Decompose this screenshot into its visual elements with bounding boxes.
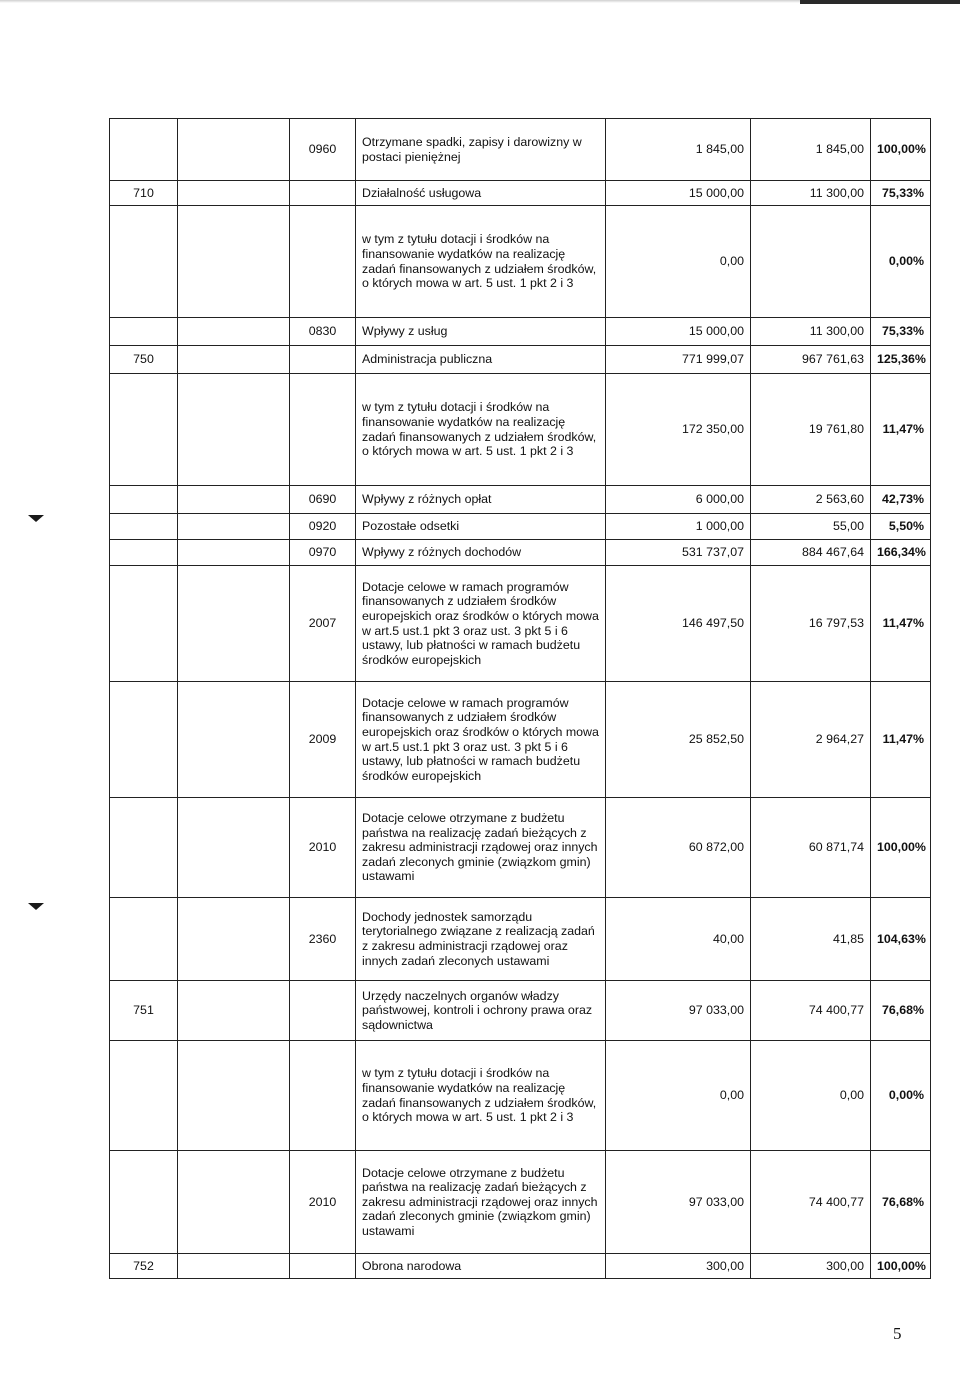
opis-cell: Wpływy z usług bbox=[356, 318, 606, 346]
wykonanie-cell: 74 400,77 bbox=[751, 1151, 871, 1254]
opis-cell: Dotacje celowe otrzymane z budżetu państwa na realizację zadań bieżących z zakresu administracji rządowej oraz innych zadań zleconych gminie (związkom gmin) ustawami bbox=[356, 1151, 606, 1254]
paragraf-cell bbox=[290, 181, 356, 206]
wykonanie-cell: 300,00 bbox=[751, 1254, 871, 1279]
rozdzial-cell bbox=[178, 981, 290, 1041]
wykonanie-cell: 16 797,53 bbox=[751, 566, 871, 682]
table-row bbox=[110, 540, 931, 566]
opis-cell: w tym z tytułu dotacji i środków na finansowanie wydatków na realizację zadań finansowanych z udziałem środków, o których mowa w art. 5 ust. 1 pkt 2 i 3 bbox=[356, 1041, 606, 1151]
table-row bbox=[110, 206, 931, 318]
plan-cell: 1 000,00 bbox=[606, 514, 751, 540]
dzial-cell: 750 bbox=[110, 346, 178, 374]
dzial-cell bbox=[110, 798, 178, 898]
table-row bbox=[110, 898, 931, 981]
plan-cell: 146 497,50 bbox=[606, 566, 751, 682]
procent-cell: 11,47% bbox=[871, 374, 931, 486]
wykonanie-cell: 11 300,00 bbox=[751, 318, 871, 346]
paragraf-cell: 2007 bbox=[290, 566, 356, 682]
paragraf-cell bbox=[290, 206, 356, 318]
table-row bbox=[110, 1041, 931, 1151]
procent-cell: 125,36% bbox=[871, 346, 931, 374]
wykonanie-cell: 41,85 bbox=[751, 898, 871, 981]
rozdzial-cell bbox=[178, 1254, 290, 1279]
rozdzial-cell bbox=[178, 1041, 290, 1151]
dzial-cell bbox=[110, 566, 178, 682]
rozdzial-cell bbox=[178, 1151, 290, 1254]
rozdzial-cell bbox=[178, 181, 290, 206]
scan-mark-icon bbox=[28, 903, 44, 910]
opis-cell: Dochody jednostek samorządu terytorialnego związane z realizacją zadań z zakresu administracji rządowej oraz innych zadań zleconych ustawami bbox=[356, 898, 606, 981]
procent-cell: 5,50% bbox=[871, 514, 931, 540]
rozdzial-cell bbox=[178, 798, 290, 898]
dzial-cell bbox=[110, 540, 178, 566]
table-row bbox=[110, 374, 931, 486]
procent-cell: 100,00% bbox=[871, 1254, 931, 1279]
procent-cell: 76,68% bbox=[871, 1151, 931, 1254]
paragraf-cell bbox=[290, 374, 356, 486]
plan-cell: 60 872,00 bbox=[606, 798, 751, 898]
dzial-cell bbox=[110, 514, 178, 540]
plan-cell: 15 000,00 bbox=[606, 318, 751, 346]
procent-cell: 75,33% bbox=[871, 318, 931, 346]
rozdzial-cell bbox=[178, 486, 290, 514]
plan-cell: 771 999,07 bbox=[606, 346, 751, 374]
table-row bbox=[110, 798, 931, 898]
plan-cell: 6 000,00 bbox=[606, 486, 751, 514]
rozdzial-cell bbox=[178, 318, 290, 346]
table-row bbox=[110, 318, 931, 346]
table-row bbox=[110, 1151, 931, 1254]
rozdzial-cell bbox=[178, 540, 290, 566]
paragraf-cell: 2010 bbox=[290, 798, 356, 898]
plan-cell: 25 852,50 bbox=[606, 682, 751, 798]
opis-cell: Wpływy z różnych opłat bbox=[356, 486, 606, 514]
procent-cell: 0,00% bbox=[871, 206, 931, 318]
plan-cell: 1 845,00 bbox=[606, 119, 751, 181]
dzial-cell: 751 bbox=[110, 981, 178, 1041]
procent-cell: 0,00% bbox=[871, 1041, 931, 1151]
opis-cell: Urzędy naczelnych organów władzy państwowej, kontroli i ochrony prawa oraz sądownictwa bbox=[356, 981, 606, 1041]
procent-cell: 166,34% bbox=[871, 540, 931, 566]
procent-cell: 76,68% bbox=[871, 981, 931, 1041]
procent-cell: 104,63% bbox=[871, 898, 931, 981]
table-row bbox=[110, 981, 931, 1041]
plan-cell: 15 000,00 bbox=[606, 181, 751, 206]
table-row bbox=[110, 346, 931, 374]
plan-cell: 0,00 bbox=[606, 1041, 751, 1151]
plan-cell: 0,00 bbox=[606, 206, 751, 318]
wykonanie-cell: 2 964,27 bbox=[751, 682, 871, 798]
wykonanie-cell: 60 871,74 bbox=[751, 798, 871, 898]
opis-cell: Dotacje celowe otrzymane z budżetu państwa na realizację zadań bieżących z zakresu administracji rządowej oraz innych zadań zleconych gminie (związkom gmin) ustawami bbox=[356, 798, 606, 898]
opis-cell: Otrzymane spadki, zapisy i darowizny w postaci pieniężnej bbox=[356, 119, 606, 181]
dzial-cell bbox=[110, 1151, 178, 1254]
rozdzial-cell bbox=[178, 346, 290, 374]
table-row bbox=[110, 181, 931, 206]
procent-cell: 100,00% bbox=[871, 119, 931, 181]
dzial-cell bbox=[110, 374, 178, 486]
dzial-cell bbox=[110, 486, 178, 514]
dzial-cell bbox=[110, 682, 178, 798]
wykonanie-cell: 1 845,00 bbox=[751, 119, 871, 181]
plan-cell: 97 033,00 bbox=[606, 1151, 751, 1254]
opis-cell: Dotacje celowe w ramach programów finansowanych z udziałem środków europejskich oraz środków o których mowa w art.5 ust.1 pkt 3 oraz ust. 3 pkt 5 i 6 ustawy, lub płatności w ramach budżetu środków europejskich bbox=[356, 682, 606, 798]
dzial-cell bbox=[110, 1041, 178, 1151]
paragraf-cell bbox=[290, 981, 356, 1041]
wykonanie-cell: 19 761,80 bbox=[751, 374, 871, 486]
rozdzial-cell bbox=[178, 898, 290, 981]
dzial-cell: 752 bbox=[110, 1254, 178, 1279]
procent-cell: 75,33% bbox=[871, 181, 931, 206]
plan-cell: 97 033,00 bbox=[606, 981, 751, 1041]
paragraf-cell bbox=[290, 1254, 356, 1279]
table-row bbox=[110, 514, 931, 540]
table-row bbox=[110, 119, 931, 181]
rozdzial-cell bbox=[178, 566, 290, 682]
dzial-cell: 710 bbox=[110, 181, 178, 206]
wykonanie-cell bbox=[751, 206, 871, 318]
budget-income-table bbox=[109, 118, 931, 1279]
paragraf-cell bbox=[290, 346, 356, 374]
table-row bbox=[110, 1254, 931, 1279]
wykonanie-cell: 0,00 bbox=[751, 1041, 871, 1151]
plan-cell: 531 737,07 bbox=[606, 540, 751, 566]
page-number: 5 bbox=[893, 1324, 902, 1343]
opis-cell: Obrona narodowa bbox=[356, 1254, 606, 1279]
dzial-cell bbox=[110, 898, 178, 981]
procent-cell: 42,73% bbox=[871, 486, 931, 514]
paragraf-cell: 0970 bbox=[290, 540, 356, 566]
paragraf-cell: 2009 bbox=[290, 682, 356, 798]
plan-cell: 40,00 bbox=[606, 898, 751, 981]
scan-edge-mark bbox=[800, 0, 960, 4]
dzial-cell bbox=[110, 318, 178, 346]
paragraf-cell: 0920 bbox=[290, 514, 356, 540]
paragraf-cell: 2360 bbox=[290, 898, 356, 981]
rozdzial-cell bbox=[178, 374, 290, 486]
scan-mark-icon bbox=[28, 515, 44, 522]
opis-cell: Wpływy z różnych dochodów bbox=[356, 540, 606, 566]
dzial-cell bbox=[110, 119, 178, 181]
wykonanie-cell: 967 761,63 bbox=[751, 346, 871, 374]
opis-cell: Pozostałe odsetki bbox=[356, 514, 606, 540]
plan-cell: 172 350,00 bbox=[606, 374, 751, 486]
paragraf-cell: 0690 bbox=[290, 486, 356, 514]
procent-cell: 11,47% bbox=[871, 682, 931, 798]
paragraf-cell: 2010 bbox=[290, 1151, 356, 1254]
table-row bbox=[110, 486, 931, 514]
rozdzial-cell bbox=[178, 206, 290, 318]
opis-cell: Administracja publiczna bbox=[356, 346, 606, 374]
dzial-cell bbox=[110, 206, 178, 318]
procent-cell: 100,00% bbox=[871, 798, 931, 898]
wykonanie-cell: 55,00 bbox=[751, 514, 871, 540]
paragraf-cell bbox=[290, 1041, 356, 1151]
wykonanie-cell: 74 400,77 bbox=[751, 981, 871, 1041]
opis-cell: Dotacje celowe w ramach programów finansowanych z udziałem środków europejskich oraz środków o których mowa w art.5 ust.1 pkt 3 oraz ust. 3 pkt 5 i 6 ustawy, lub płatności w ramach budżetu środków europejskich bbox=[356, 566, 606, 682]
wykonanie-cell: 11 300,00 bbox=[751, 181, 871, 206]
paragraf-cell: 0830 bbox=[290, 318, 356, 346]
procent-cell: 11,47% bbox=[871, 566, 931, 682]
rozdzial-cell bbox=[178, 682, 290, 798]
paragraf-cell: 0960 bbox=[290, 119, 356, 181]
opis-cell: w tym z tytułu dotacji i środków na finansowanie wydatków na realizację zadań finansowanych z udziałem środków, o których mowa w art. 5 ust. 1 pkt 2 i 3 bbox=[356, 206, 606, 318]
opis-cell: w tym z tytułu dotacji i środków na finansowanie wydatków na realizację zadań finansowanych z udziałem środków, o których mowa w art. 5 ust. 1 pkt 2 i 3 bbox=[356, 374, 606, 486]
wykonanie-cell: 884 467,64 bbox=[751, 540, 871, 566]
wykonanie-cell: 2 563,60 bbox=[751, 486, 871, 514]
table-row bbox=[110, 566, 931, 682]
rozdzial-cell bbox=[178, 514, 290, 540]
plan-cell: 300,00 bbox=[606, 1254, 751, 1279]
opis-cell: Działalność usługowa bbox=[356, 181, 606, 206]
rozdzial-cell bbox=[178, 119, 290, 181]
table-row bbox=[110, 682, 931, 798]
